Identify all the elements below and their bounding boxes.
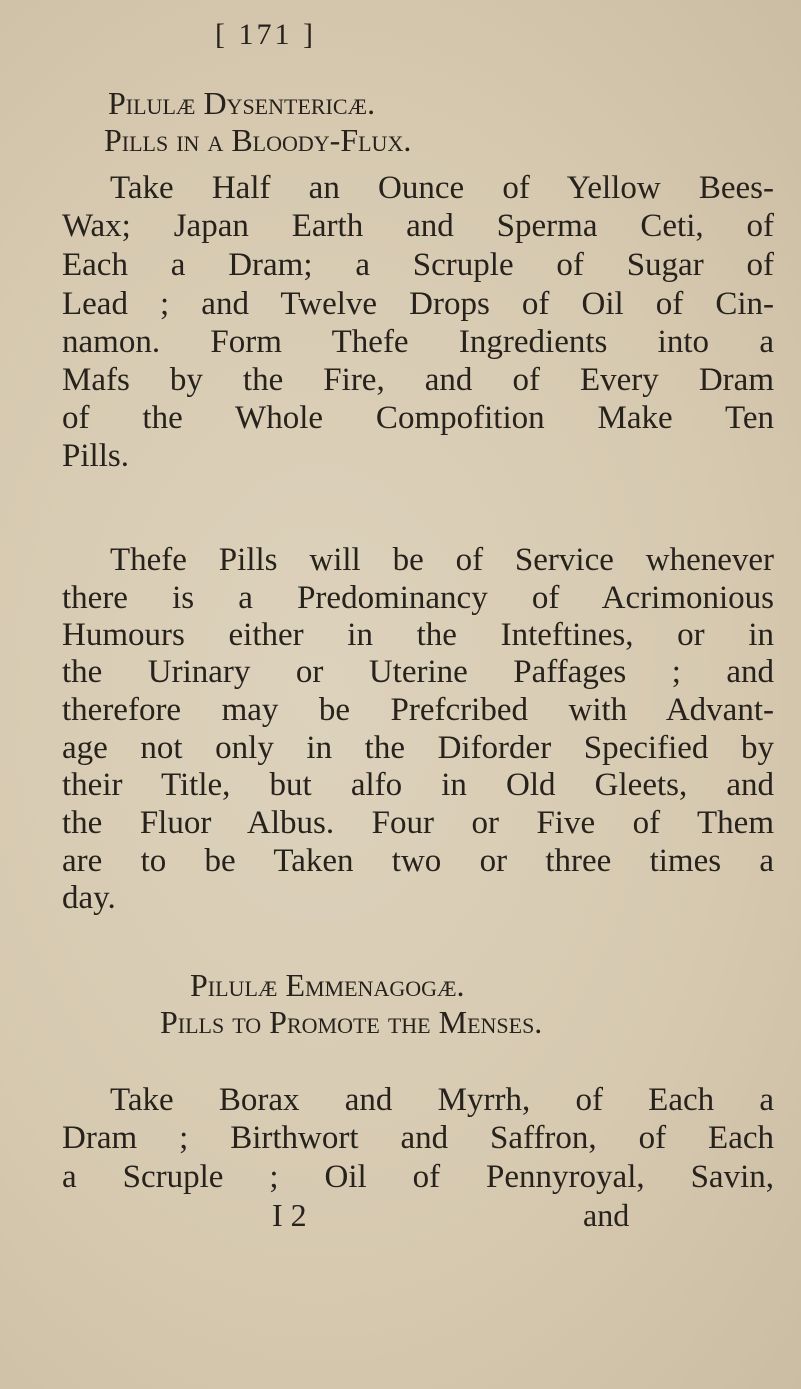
text-line: Humours either in the Inteftines, or in <box>62 617 774 653</box>
text-line: a Scruple ; Oil of Pennyroyal, Savin, <box>62 1159 774 1195</box>
text-line: Thefe Pills will be of Service whenever <box>110 542 774 578</box>
signature-mark: I 2 <box>272 1197 307 1233</box>
text-line: Dram ; Birthwort and Saffron, of Each <box>62 1120 774 1156</box>
text-line: day. <box>62 880 116 916</box>
text-line: of the Whole Compofition Make Ten <box>62 400 774 436</box>
text-line: Take Half an Ounce of Yellow Bees- <box>110 170 774 206</box>
section-heading: Pilulæ Dysentericæ. <box>108 85 376 121</box>
section-subheading: Pills to Promote the Menses. <box>160 1004 543 1040</box>
text-line: age not only in the Diforder Specified by <box>62 730 774 766</box>
text-line: therefore may be Prefcribed with Advant- <box>62 692 774 728</box>
text-line: Wax; Japan Earth and Sperma Ceti, of <box>62 208 774 244</box>
section-heading: Pilulæ Emmenagogæ. <box>190 967 465 1003</box>
text-line: the Urinary or Uterine Paffages ; and <box>62 654 774 690</box>
text-line: Take Borax and Myrrh, of Each a <box>110 1082 774 1118</box>
text-line: Mafs by the Fire, and of Every Dram <box>62 362 774 398</box>
text-line: their Title, but alfo in Old Gleets, and <box>62 767 774 803</box>
text-line: are to be Taken two or three times a <box>62 843 774 879</box>
page-number: [ 171 ] <box>215 18 316 51</box>
text-line: there is a Predominancy of Acrimonious <box>62 580 774 616</box>
text-line: the Fluor Albus. Four or Five of Them <box>62 805 774 841</box>
text-line: Each a Dram; a Scruple of Sugar of <box>62 247 774 283</box>
text-line: Lead ; and Twelve Drops of Oil of Cin- <box>62 286 774 322</box>
catchword: and <box>583 1197 630 1233</box>
section-subheading: Pills in a Bloody-Flux. <box>104 122 412 158</box>
text-line: namon. Form Thefe Ingredients into a <box>62 324 774 360</box>
text-line: Pills. <box>62 438 129 474</box>
